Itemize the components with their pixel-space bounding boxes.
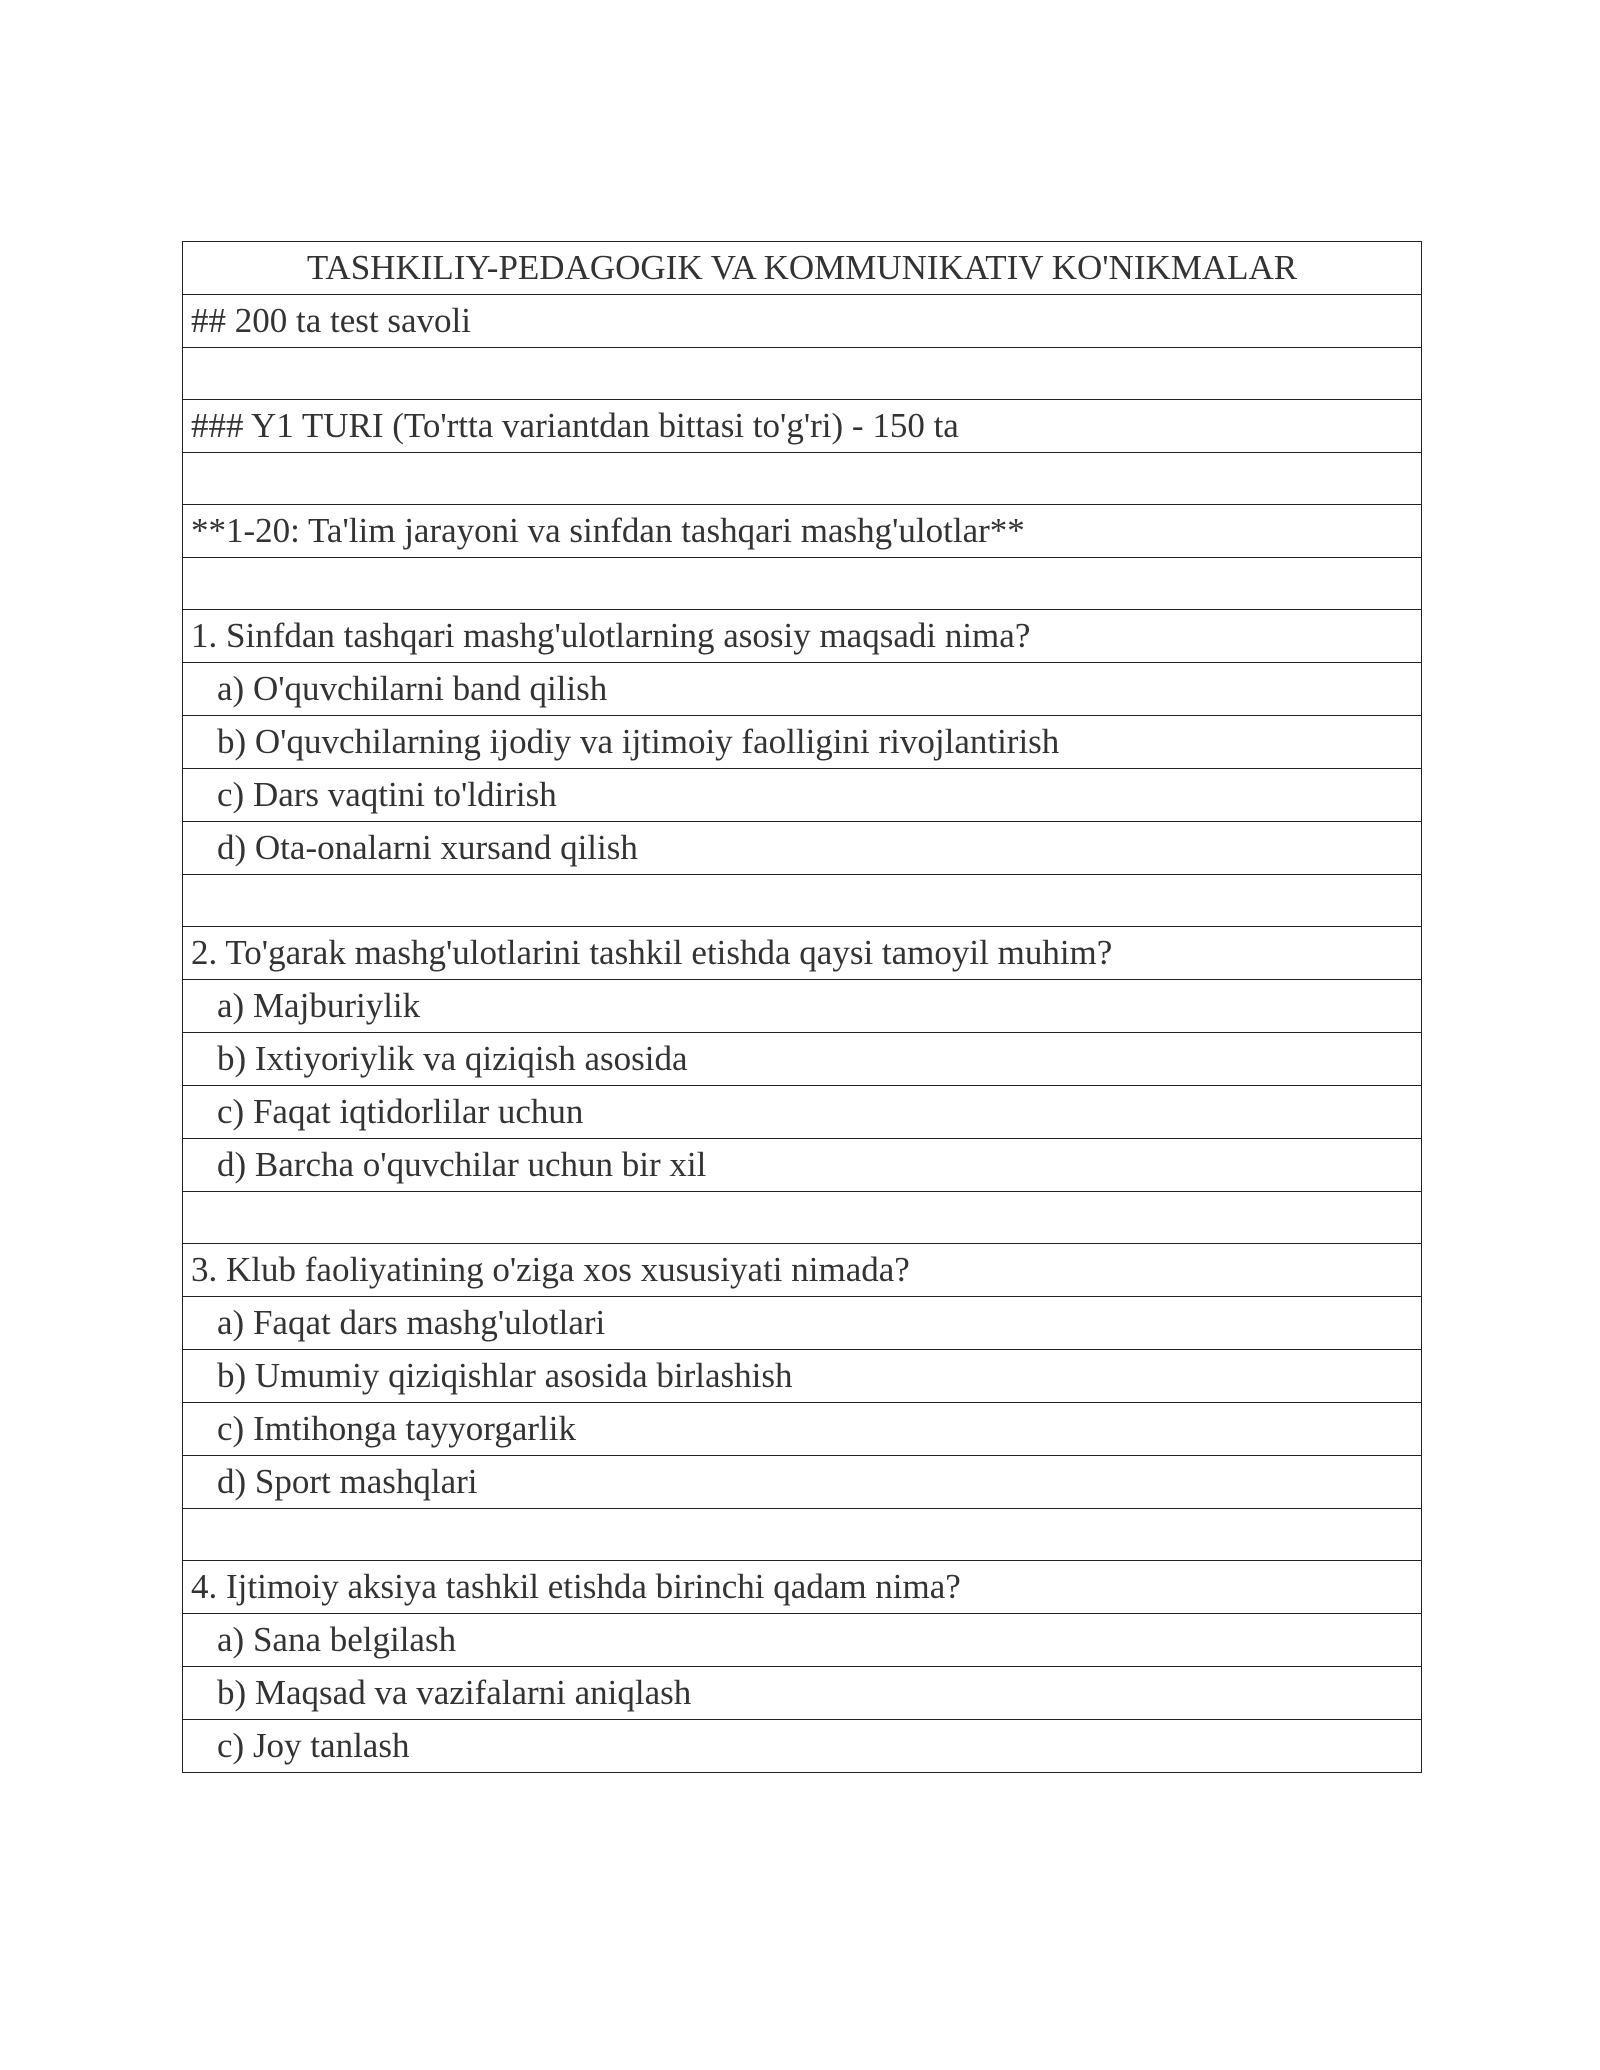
question-row [183, 1561, 1422, 1614]
question-row [183, 927, 1422, 980]
answer-option: d) Barcha o'quvchilar uchun bir xil [183, 1139, 1422, 1192]
question-row [183, 610, 1422, 663]
document-title: TASHKILIY-PEDAGOGIK VA KOMMUNIKATIV KO'NIKMALAR [183, 242, 1422, 295]
blank-row [183, 453, 1422, 505]
document-table [182, 241, 1422, 1773]
blank-row [183, 1192, 1422, 1244]
option-row [183, 769, 1422, 822]
text-cell: **1-20: Ta'lim jarayoni va sinfdan tashqari mashg'ulotlar** [183, 505, 1422, 558]
answer-option: c) Imtihonga tayyorgarlik [183, 1403, 1422, 1456]
option-row [183, 1297, 1422, 1350]
option-row [183, 1667, 1422, 1720]
empty-cell [183, 558, 1422, 610]
text-row [183, 505, 1422, 558]
option-row [183, 1456, 1422, 1509]
answer-option: c) Joy tanlash [183, 1720, 1422, 1773]
question-text: 1. Sinfdan tashqari mashg'ulotlarning asosiy maqsadi nima? [183, 610, 1422, 663]
option-row [183, 1086, 1422, 1139]
blank-row [183, 348, 1422, 400]
answer-option: a) Majburiylik [183, 980, 1422, 1033]
text-cell: ## 200 ta test savoli [183, 295, 1422, 348]
option-row [183, 1720, 1422, 1773]
option-row [183, 716, 1422, 769]
option-row [183, 1614, 1422, 1667]
option-row [183, 1139, 1422, 1192]
question-row [183, 1244, 1422, 1297]
answer-option: d) Sport mashqlari [183, 1456, 1422, 1509]
question-text: 4. Ijtimoiy aksiya tashkil etishda birinchi qadam nima? [183, 1561, 1422, 1614]
answer-option: a) Faqat dars mashg'ulotlari [183, 1297, 1422, 1350]
document-table-body [183, 242, 1422, 1773]
title-row [183, 242, 1422, 295]
empty-cell [183, 1192, 1422, 1244]
text-row [183, 295, 1422, 348]
text-cell: ### Y1 TURI (To'rtta variantdan bittasi to'g'ri) - 150 ta [183, 400, 1422, 453]
answer-option: b) O'quvchilarning ijodiy va ijtimoiy faolligini rivojlantirish [183, 716, 1422, 769]
option-row [183, 980, 1422, 1033]
answer-option: b) Ixtiyoriylik va qiziqish asosida [183, 1033, 1422, 1086]
blank-row [183, 1509, 1422, 1561]
option-row [183, 1033, 1422, 1086]
option-row [183, 663, 1422, 716]
blank-row [183, 875, 1422, 927]
answer-option: a) O'quvchilarni band qilish [183, 663, 1422, 716]
question-text: 2. To'garak mashg'ulotlarini tashkil etishda qaysi tamoyil muhim? [183, 927, 1422, 980]
answer-option: c) Dars vaqtini to'ldirish [183, 769, 1422, 822]
empty-cell [183, 875, 1422, 927]
option-row [183, 1350, 1422, 1403]
answer-option: b) Maqsad va vazifalarni aniqlash [183, 1667, 1422, 1720]
blank-row [183, 558, 1422, 610]
option-row [183, 822, 1422, 875]
answer-option: c) Faqat iqtidorlilar uchun [183, 1086, 1422, 1139]
empty-cell [183, 348, 1422, 400]
empty-cell [183, 1509, 1422, 1561]
answer-option: d) Ota-onalarni xursand qilish [183, 822, 1422, 875]
empty-cell [183, 453, 1422, 505]
text-row [183, 400, 1422, 453]
question-text: 3. Klub faoliyatining o'ziga xos xususiyati nimada? [183, 1244, 1422, 1297]
answer-option: a) Sana belgilash [183, 1614, 1422, 1667]
option-row [183, 1403, 1422, 1456]
answer-option: b) Umumiy qiziqishlar asosida birlashish [183, 1350, 1422, 1403]
